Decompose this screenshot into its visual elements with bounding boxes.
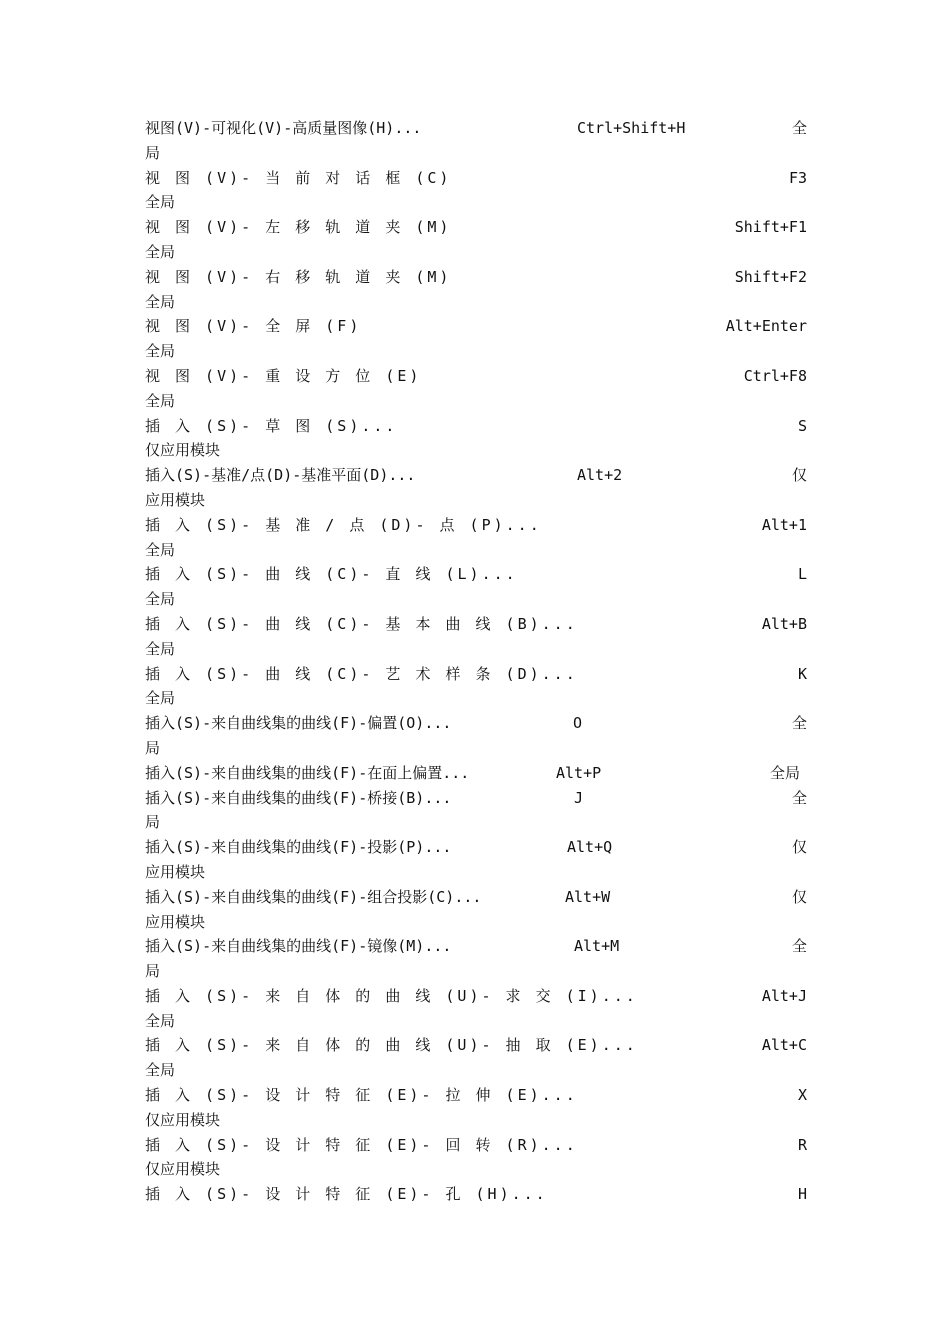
- shortcut-entry: [145, 786, 807, 836]
- shortcut-entry: [145, 984, 807, 1034]
- menu-command: 插入(S)-来自曲线集的曲线(F)-投影(P)...: [145, 838, 452, 857]
- scope-label: 仅应用模块: [145, 441, 221, 460]
- shortcut-key: Alt+Enter: [725, 317, 807, 336]
- menu-command: 视 图 (V)- 右 移 轨 道 夹 (M): [145, 267, 452, 286]
- shortcut-entry: [145, 662, 807, 712]
- scope-label: 仅: [791, 887, 807, 906]
- scope-continuation: 局: [145, 813, 161, 832]
- shortcut-key: Shift+F1: [734, 218, 807, 237]
- shortcut-key: S: [797, 416, 807, 435]
- shortcut-entry: [145, 364, 807, 414]
- menu-command: 插入(S)-来自曲线集的曲线(F)-偏置(O)...: [145, 714, 452, 733]
- menu-command: 视 图 (V)- 全 屏 (F): [145, 317, 362, 336]
- shortcut-entry: [145, 835, 807, 885]
- menu-command: 插入(S)-基准/点(D)-基准平面(D)...: [145, 466, 416, 485]
- scope-label: 全局: [145, 242, 176, 261]
- shortcut-key: L: [797, 565, 807, 584]
- scope-label: 全局: [145, 1011, 176, 1030]
- shortcut-entry: [145, 934, 807, 984]
- shortcut-entry: [145, 215, 807, 265]
- menu-command: 插 入 (S)- 草 图 (S)...: [145, 416, 398, 435]
- menu-command: 插 入 (S)- 曲 线 (C)- 直 线 (L)...: [145, 565, 518, 584]
- shortcut-key: Alt+M: [574, 937, 620, 956]
- scope-label: 全局: [145, 639, 176, 658]
- shortcut-key: Shift+F2: [734, 267, 807, 286]
- menu-command: 插 入 (S)- 基 准 / 点 (D)- 点 (P)...: [145, 515, 542, 534]
- menu-command: 视 图 (V)- 左 移 轨 道 夹 (M): [145, 218, 452, 237]
- scope-label: 全局: [769, 763, 800, 782]
- shortcut-entry: [145, 1033, 807, 1083]
- menu-command: 插 入 (S)- 曲 线 (C)- 基 本 曲 线 (B)...: [145, 614, 578, 633]
- menu-command: 插 入 (S)- 来 自 体 的 曲 线 (U)- 求 交 (I)...: [145, 986, 638, 1005]
- shortcut-key: O: [573, 714, 583, 733]
- shortcut-key: Ctrl+Shift+H: [577, 119, 686, 137]
- shortcut-entry: [145, 711, 807, 761]
- menu-command: 插入(S)-来自曲线集的曲线(F)-桥接(B)...: [145, 788, 452, 807]
- scope-label: 全: [791, 788, 807, 807]
- shortcut-key: X: [797, 1086, 807, 1105]
- shortcut-key: Alt+W: [565, 887, 611, 906]
- menu-command: 视 图 (V)- 当 前 对 话 框 (C): [145, 168, 452, 187]
- shortcut-entry: [145, 1182, 807, 1207]
- shortcut-entry: [145, 513, 807, 563]
- shortcut-entry: [145, 314, 807, 364]
- scope-label: 全: [791, 937, 807, 956]
- shortcut-key: Alt+B: [761, 614, 807, 633]
- scope-label: 全局: [145, 689, 176, 708]
- scope-label: 全局: [145, 391, 176, 410]
- menu-command: 插入(S)-来自曲线集的曲线(F)-在面上偏置...: [145, 763, 470, 782]
- menu-command: 插入(S)-来自曲线集的曲线(F)-镜像(M)...: [145, 937, 452, 956]
- scope-continuation: 应用模块: [145, 862, 206, 881]
- shortcut-entry: [145, 463, 807, 513]
- shortcut-entry: [145, 761, 807, 786]
- shortcut-key: Ctrl+F8: [743, 366, 807, 385]
- scope-label: 全局: [145, 193, 176, 212]
- shortcut-list: [145, 116, 807, 1207]
- shortcut-key: J: [574, 788, 584, 807]
- scope-continuation: 应用模块: [145, 490, 206, 509]
- scope-continuation: 局: [145, 962, 161, 981]
- shortcut-key: F3: [788, 168, 807, 187]
- shortcut-entry: [145, 1083, 807, 1133]
- menu-command: 插 入 (S)- 设 计 特 征 (E)- 拉 伸 (E)...: [145, 1086, 578, 1105]
- shortcut-entry: [145, 414, 807, 464]
- scope-label: 全: [791, 714, 807, 733]
- shortcut-entry: [145, 1133, 807, 1183]
- menu-command: 插 入 (S)- 设 计 特 征 (E)- 孔 (H)...: [145, 1185, 548, 1204]
- shortcut-entry: [145, 265, 807, 315]
- shortcut-key: H: [797, 1185, 807, 1204]
- shortcut-key: Alt+2: [577, 466, 623, 485]
- shortcut-key: K: [797, 664, 807, 683]
- scope-label: 仅: [791, 838, 807, 857]
- shortcut-key: Alt+J: [761, 986, 807, 1005]
- scope-continuation: 局: [145, 143, 161, 162]
- menu-command: 插 入 (S)- 设 计 特 征 (E)- 回 转 (R)...: [145, 1135, 578, 1154]
- scope-continuation: 局: [145, 738, 161, 757]
- shortcut-entry: [145, 562, 807, 612]
- shortcut-entry: [145, 885, 807, 935]
- menu-command: 插 入 (S)- 曲 线 (C)- 艺 术 样 条 (D)...: [145, 664, 578, 683]
- menu-command: 视 图 (V)- 重 设 方 位 (E): [145, 366, 422, 385]
- shortcut-key: Alt+Q: [567, 838, 613, 857]
- scope-label: 全局: [145, 342, 176, 361]
- menu-command: 插 入 (S)- 来 自 体 的 曲 线 (U)- 抽 取 (E)...: [145, 1036, 638, 1055]
- shortcut-key: R: [797, 1135, 807, 1154]
- shortcut-key: Alt+1: [761, 515, 807, 534]
- scope-label: 全局: [145, 292, 176, 311]
- scope-label: 全局: [145, 590, 176, 609]
- shortcut-entry: [145, 612, 807, 662]
- shortcut-key: Alt+C: [761, 1036, 807, 1055]
- scope-label: 全局: [145, 540, 176, 559]
- scope-label: 全: [791, 119, 807, 137]
- scope-label: 仅应用模块: [145, 1160, 221, 1179]
- shortcut-entry: [145, 116, 807, 166]
- shortcut-key: Alt+P: [556, 763, 602, 782]
- menu-command: 视图(V)-可视化(V)-高质量图像(H)...: [145, 119, 422, 137]
- scope-label: 全局: [145, 1061, 176, 1080]
- shortcut-entry: [145, 166, 807, 216]
- scope-label: 仅: [791, 466, 807, 485]
- menu-command: 插入(S)-来自曲线集的曲线(F)-组合投影(C)...: [145, 887, 482, 906]
- scope-continuation: 应用模块: [145, 912, 206, 931]
- scope-label: 仅应用模块: [145, 1110, 221, 1129]
